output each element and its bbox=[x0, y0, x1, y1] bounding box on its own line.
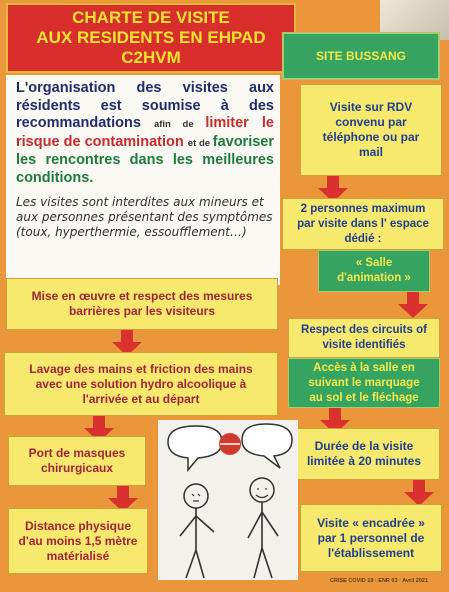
distance-box bbox=[8, 508, 148, 574]
encadree-text: Visite « encadrée » par 1 personnel de l'établissement bbox=[317, 515, 425, 560]
acces-text: Accès à la salle en suivant le marquage au sol et le fléchage bbox=[308, 361, 420, 404]
duree-box bbox=[288, 428, 440, 480]
rdv-box bbox=[300, 84, 442, 176]
salle-box bbox=[318, 250, 430, 292]
duree-text: Durée de la visite limitée à 20 minutes bbox=[306, 439, 422, 468]
title-band bbox=[6, 3, 296, 73]
circuits-text: Respect des circuits of visite identifiés bbox=[301, 324, 427, 351]
intro-p1c: limiter le risque de contamination bbox=[16, 115, 274, 150]
title-line-3: C2HVM bbox=[121, 48, 181, 67]
site-label: SITE BUSSANG bbox=[282, 32, 440, 80]
intro-p1a: L'organisation des visites aux résidents est soumise à des recommandations bbox=[16, 80, 274, 131]
intro-paragraph bbox=[16, 80, 274, 187]
persons-text: 2 personnes maximum par visite dans l' espace dédié : bbox=[297, 202, 429, 245]
intro-panel bbox=[6, 75, 280, 285]
masques-text: Port de masques chirurgicaux bbox=[28, 446, 126, 475]
distance-text: Distance physique d'au moins 1,5 mètre matérialisé bbox=[18, 518, 138, 563]
barrieres-text: Mise en œuvre et respect des mesures barrières par les visiteurs bbox=[31, 289, 253, 318]
title-line-1: CHARTE DE VISITE bbox=[72, 8, 230, 27]
lavage-box bbox=[4, 352, 278, 416]
salle-text: « Salle d'animation » bbox=[337, 257, 411, 284]
masques-box bbox=[8, 436, 146, 486]
persons-box bbox=[282, 198, 444, 250]
interdiction-paragraph: Les visites sont interdites aux mineurs et aux personnes présentant des symptômes (toux, hyperthermie, essoufflement…) bbox=[16, 195, 273, 239]
intro-p1b: afin de bbox=[153, 119, 206, 130]
acces-box bbox=[288, 358, 440, 408]
lavage-text: Lavage des mains et friction des mains avec une solution hydro alcoolique à l'arrivée et au départ bbox=[29, 361, 253, 406]
encadree-box bbox=[300, 504, 442, 572]
arrow-duree bbox=[404, 480, 434, 506]
arrow-salle bbox=[398, 292, 428, 318]
title-line-2: AUX RESIDENTS EN EHPAD bbox=[36, 28, 266, 47]
circuits-box bbox=[288, 318, 440, 358]
rdv-text: Visite sur RDV convenu par téléphone ou par mail bbox=[322, 100, 420, 159]
intro-p1d: et de bbox=[187, 137, 213, 149]
barrieres-box bbox=[6, 278, 278, 330]
footer-note: CRISE COVID 19 · ENR 03 · Avril 2021 bbox=[330, 578, 429, 584]
intro-p1e: favoriser les rencontres dans les meilleures conditions. bbox=[16, 133, 274, 186]
conversation-illustration bbox=[158, 420, 298, 580]
